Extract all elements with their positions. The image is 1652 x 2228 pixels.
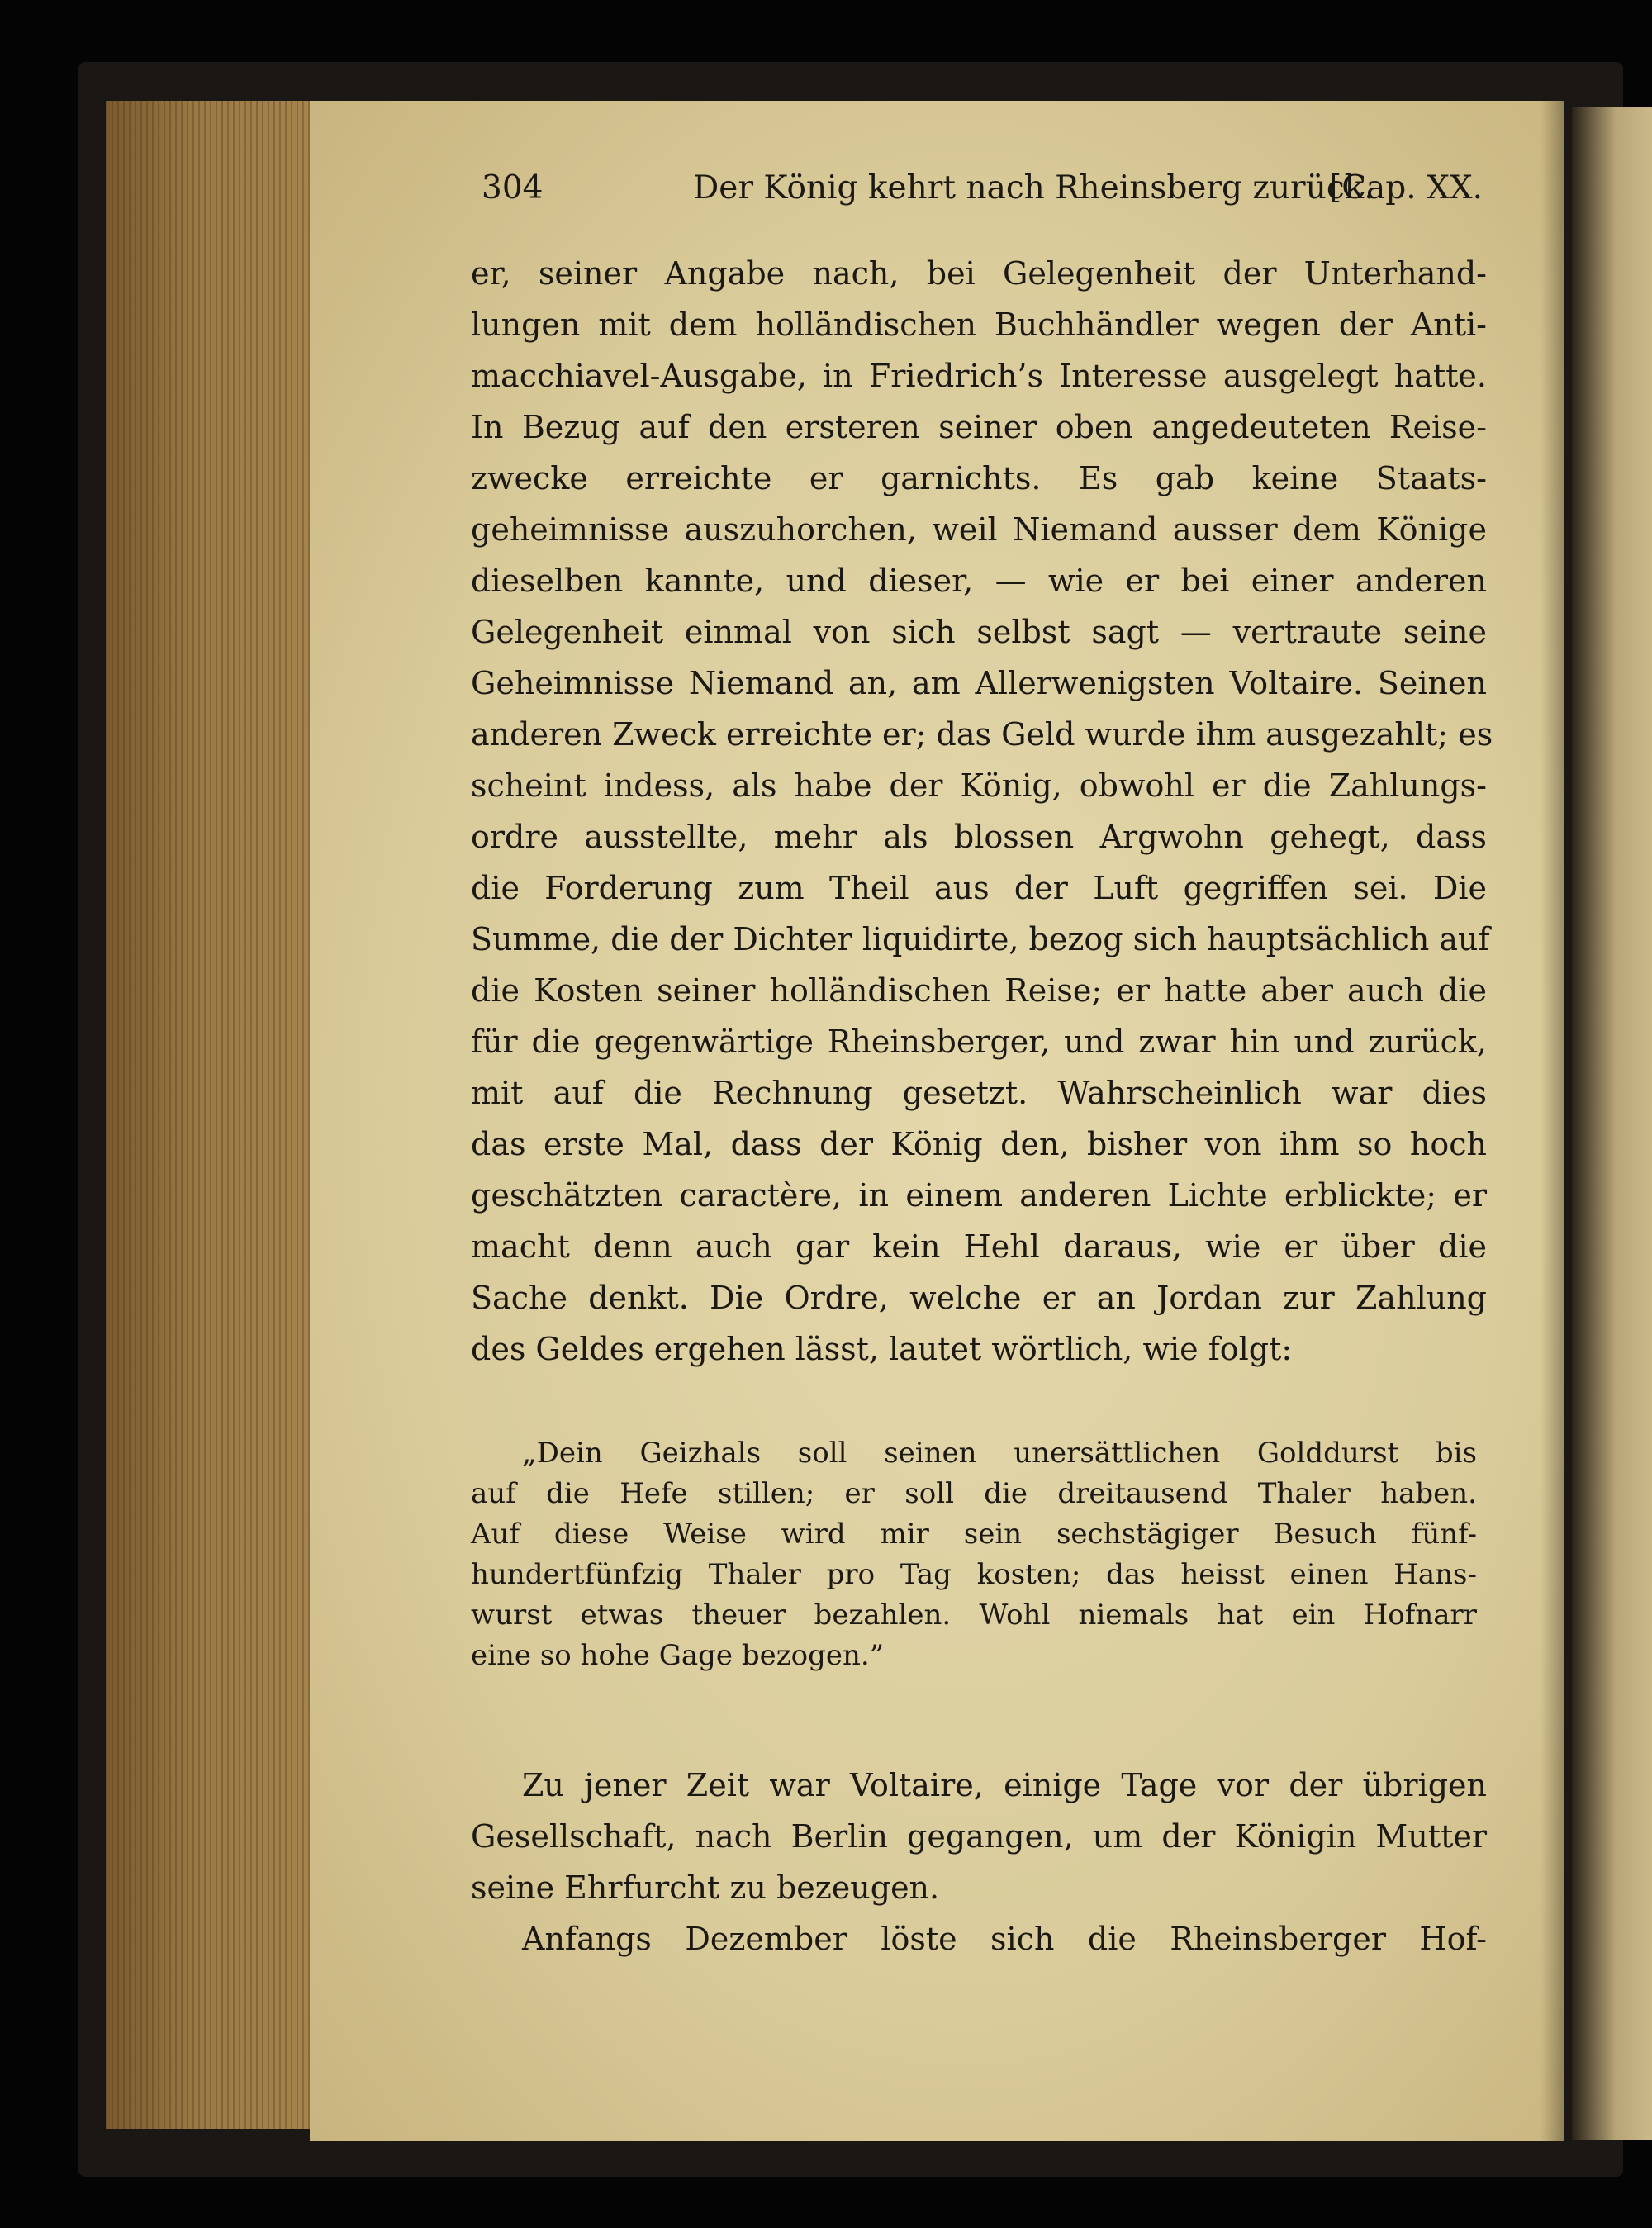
text-line: Summe, die der Dichter liquidirte, bezog sich hauptsächlich auf [471,921,1490,957]
facing-page-edge [1572,107,1652,2140]
quote-line: wurst etwas theuer bezahlen. Wohl niemals hat ein Hofnarr [471,1599,1477,1632]
text-line: zwecke erreichte er garnichts. Es gab keine Staats- [471,460,1487,496]
text-line: geheimnisse auszuhorchen, weil Niemand ausser dem Könige [471,511,1487,548]
text-line: die Kosten seiner holländischen Reise; er hatte aber auch die [471,972,1487,1009]
chapter-label: [Cap. XX. [1329,169,1483,207]
paragraph-2 [471,1760,1487,1964]
page-edges [106,101,314,2129]
text-line: Gelegenheit einmal von sich selbst sagt — vertraute seine [471,614,1487,650]
text-line: lungen mit dem holländischen Buchhändler wegen der Anti- [471,306,1487,343]
block-quote [471,1433,1477,1676]
text-line: geschätzten caractère, in einem anderen Lichte erblickte; er [471,1177,1487,1214]
text-line: dieselben kannte, und dieser, — wie er bei einer anderen [471,563,1487,599]
text-line: scheint indess, als habe der König, obwohl er die Zahlungs- [471,767,1487,804]
text-line: das erste Mal, dass der König den, bisher von ihm so hoch [471,1126,1487,1162]
text-line: Zu jener Zeit war Voltaire, einige Tage vor der übrigen [522,1767,1487,1803]
text-line: die Forderung zum Theil aus der Luft gegriffen sei. Die [471,870,1487,906]
text-line: macht denn auch gar kein Hehl daraus, wie er über die [471,1228,1487,1265]
text-line: mit auf die Rechnung gesetzt. Wahrscheinlich war dies [471,1075,1487,1111]
running-title: Der König kehrt nach Rheinsberg zurück. [693,169,1374,207]
text-line: des Geldes ergehen lässt, lautet wörtlich, wie folgt: [471,1331,1293,1367]
gutter-shadow [1540,101,1564,2141]
text-line: In Bezug auf den ersteren seiner oben angedeuteten Reise- [471,409,1487,445]
quote-line: auf die Hefe stillen; er soll die dreitausend Thaler haben. [471,1477,1477,1510]
quote-line: „Dein Geizhals soll seinen unersättlichen Golddurst bis [522,1437,1477,1470]
text-line: Sache denkt. Die Ordre, welche er an Jordan zur Zahlung [471,1280,1487,1316]
text-line: für die gegenwärtige Rheinsberger, und zwar hin und zurück, [471,1024,1487,1060]
quote-line: hundertfünfzig Thaler pro Tag kosten; das heisst einen Hans- [471,1558,1477,1591]
text-line: macchiavel-Ausgabe, in Friedrich’s Interesse ausgelegt hatte. [471,358,1487,394]
paragraph-1 [471,248,1493,1375]
book-page [310,101,1564,2141]
page-number: 304 [482,169,544,207]
text-line: seine Ehrfurcht zu bezeugen. [471,1869,940,1906]
text-line: Gesellschaft, nach Berlin gegangen, um der Königin Mutter [471,1818,1487,1855]
quote-line: eine so hohe Gage bezogen.” [471,1639,885,1672]
text-line: anderen Zweck erreichte er; das Geld wurde ihm ausgezahlt; es [471,716,1493,753]
text-line: er, seiner Angabe nach, bei Gelegenheit der Unterhand- [471,255,1487,292]
quote-line: Auf diese Weise wird mir sein sechstägiger Besuch fünf- [471,1518,1477,1551]
text-line: ordre ausstellte, mehr als blossen Argwohn gehegt, dass [471,819,1487,855]
text-line: Anfangs Dezember löste sich die Rheinsberger Hof- [522,1921,1487,1957]
running-header [482,169,1483,219]
text-line: Geheimnisse Niemand an, am Allerwenigsten Voltaire. Seinen [471,665,1487,701]
